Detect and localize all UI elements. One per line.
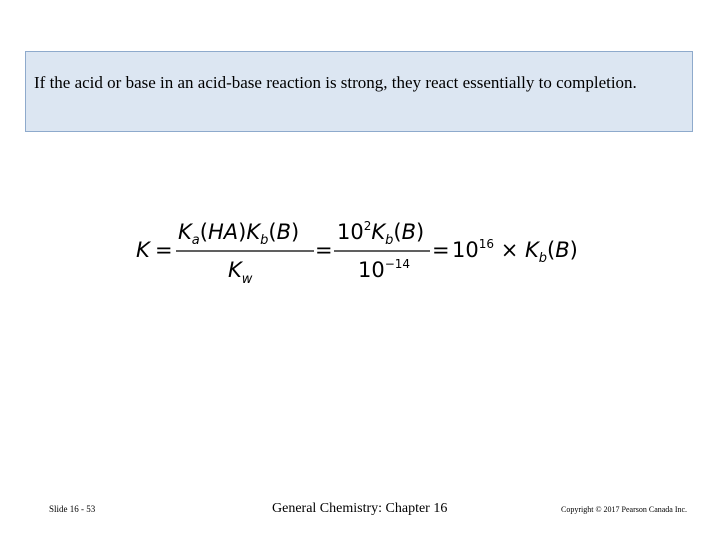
eq-equals-1: = — [155, 238, 173, 262]
eq-frac1-numerator: $K_a(HA)K_b(B)$ — [178, 220, 300, 248]
copyright-notice: Copyright © 2017 Pearson Canada Inc. — [561, 505, 688, 514]
callout-text: If the acid or base in an acid-base reaction is strong, they react essentially to completion. — [34, 73, 637, 92]
eq-frac2-numerator: $10^2K_b(B)$ — [337, 219, 425, 248]
callout-box — [25, 51, 693, 132]
eq-frac1-denominator: $K_w$ — [228, 258, 253, 287]
course-title: General Chemistry: Chapter 16 — [272, 501, 448, 516]
eq-equals-2: = — [315, 238, 333, 262]
slide-number: Slide 16 - 53 — [49, 504, 96, 514]
eq-frac2-denominator: $10^{-14}$ — [358, 257, 411, 282]
equilibrium-constant-equation — [136, 214, 586, 294]
eq-lhs-k: K — [136, 238, 150, 262]
eq-equals-3: = — [432, 238, 450, 262]
eq-rhs: $10^{16} \times K_b(B)$ — [452, 237, 578, 266]
